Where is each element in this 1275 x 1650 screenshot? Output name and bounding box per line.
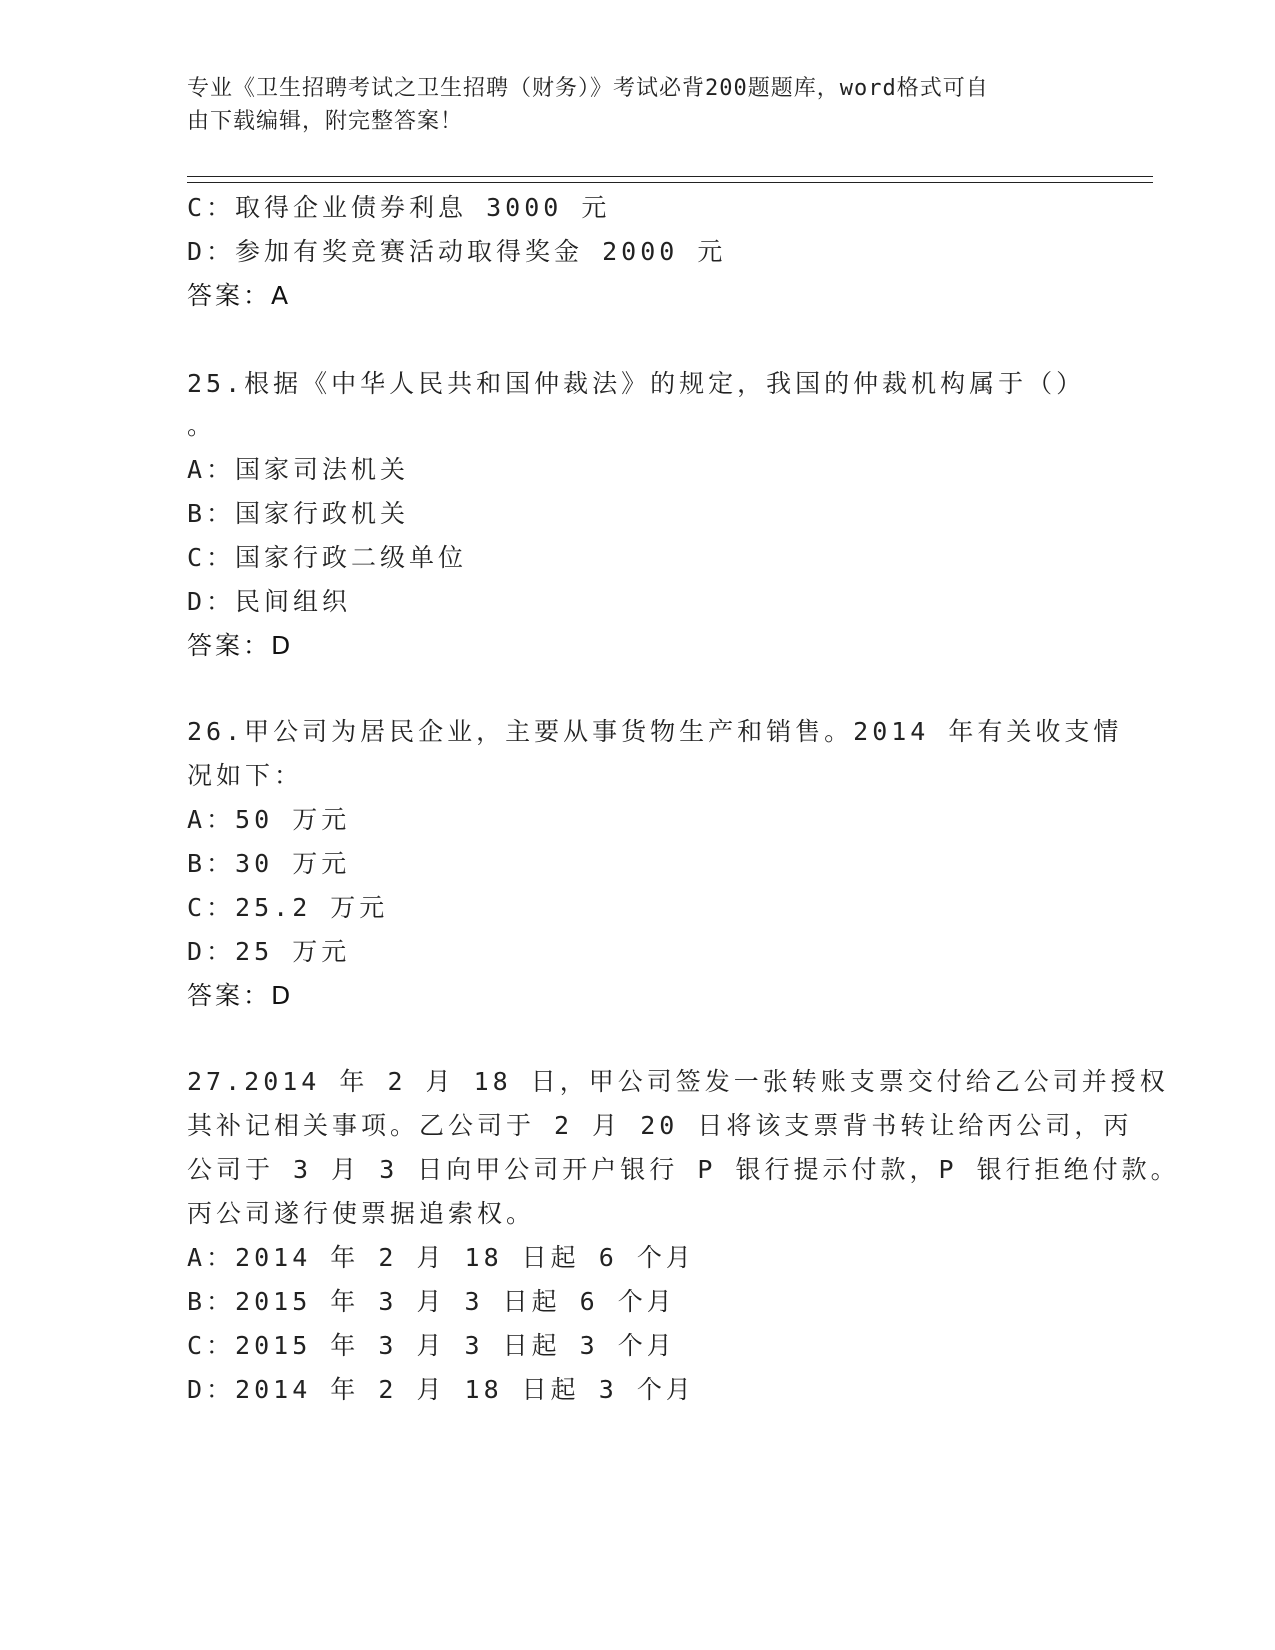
q25-answer: 答案：D [187,631,294,660]
q25-option-a: A：国家司法机关 [187,455,410,484]
header-divider-bottom [187,182,1153,183]
header-line-2: 由下载编辑，附完整答案！ [187,109,464,134]
q24-option-c: C：取得企业债券利息 3000 元 [187,193,611,222]
q27-option-b: B：2015 年 3 月 3 日起 6 个月 [187,1287,676,1316]
q27-option-a: A：2014 年 2 月 18 日起 6 个月 [187,1243,695,1272]
q25-stem-line-2: 。 [187,411,217,440]
q27-option-d: D：2014 年 2 月 18 日起 3 个月 [187,1375,695,1404]
q25-stem-line-1: 25.根据《中华人民共和国仲裁法》的规定，我国的仲裁机构属于（） [187,369,1086,398]
q26-option-c: C：25.2 万元 [187,893,389,922]
header-line-1: 专业《卫生招聘考试之卫生招聘（财务）》考试必背200题题库，word格式可自 [187,76,989,101]
q25-option-d: D：民间组织 [187,587,352,616]
q25-option-c: C：国家行政二级单位 [187,543,468,572]
q26-stem-line-1: 26.甲公司为居民企业，主要从事货物生产和销售。2014 年有关收支情 [187,717,1123,746]
document-header [187,72,1067,138]
q27-option-c: C：2015 年 3 月 3 日起 3 个月 [187,1331,676,1360]
q27-stem-line-1: 27.2014 年 2 月 18 日，甲公司签发一张转账支票交付给乙公司并授权 [187,1067,1169,1096]
q26-option-b: B：30 万元 [187,849,351,878]
q27-stem-line-2: 其补记相关事项。乙公司于 2 月 20 日将该支票背书转让给丙公司，丙 [187,1111,1133,1140]
header-divider-top [187,176,1153,177]
q26-stem-line-2: 况如下： [187,761,304,790]
q24-option-d: D：参加有奖竞赛活动取得奖金 2000 元 [187,237,727,266]
q26-answer: 答案：D [187,981,294,1010]
q27-stem-line-4: 丙公司遂行使票据追索权。 [187,1199,536,1228]
q25-option-b: B：国家行政机关 [187,499,410,528]
q26-option-a: A：50 万元 [187,805,351,834]
q27-stem-line-3: 公司于 3 月 3 日向甲公司开户银行 P 银行提示付款，P 银行拒绝付款。 [187,1155,1180,1184]
q26-option-d: D：25 万元 [187,937,351,966]
q24-answer: 答案：A [187,281,292,310]
